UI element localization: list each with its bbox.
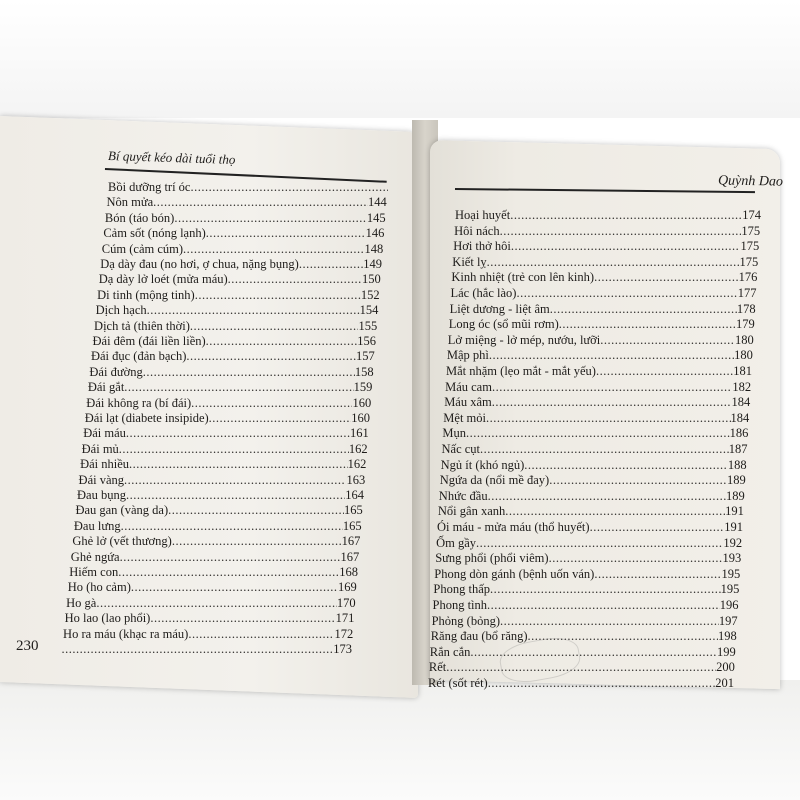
index-entry: [63, 627, 353, 641]
dot-leader: [147, 303, 360, 317]
index-entry: [433, 582, 739, 596]
index-entry-page: 150: [362, 272, 381, 287]
index-entry: [450, 302, 756, 316]
index-entry-page: 167: [341, 534, 361, 549]
index-entry-page: 191: [724, 520, 743, 534]
dot-leader: [119, 442, 349, 456]
index-entry-label: Dịch hạch: [95, 303, 147, 318]
index-entry: [429, 660, 735, 674]
dot-leader: [489, 348, 734, 362]
index-entry-label: Đái lạt (diabete insipide): [84, 411, 209, 425]
index-entry-page: 156: [357, 334, 376, 348]
index-entry: [86, 396, 371, 410]
index-entry: [105, 211, 386, 225]
index-entry-label: Kinh nhiệt (trẻ con lên kinh): [451, 270, 595, 285]
dot-leader: [96, 596, 336, 610]
index-entry-page: 193: [722, 551, 742, 566]
index-entry-label: Lở miệng - lở mép, nướu, lưỡi: [447, 332, 601, 347]
index-entry-page: 173: [333, 642, 352, 656]
index-entry-page: 182: [732, 379, 752, 394]
index-entry-label: Mập phì: [446, 348, 489, 363]
index-entry: [435, 551, 741, 565]
dot-leader: [172, 534, 342, 548]
index-entry: [454, 224, 760, 238]
index-entry-label: Hôi nách: [454, 223, 500, 238]
dot-leader: [549, 473, 727, 487]
dot-leader: [209, 411, 352, 425]
index-entry-page: 180: [735, 332, 754, 347]
index-entry: [428, 676, 734, 690]
index-entry-page: 167: [340, 549, 360, 564]
dot-leader: [143, 365, 355, 379]
dot-leader: [516, 286, 737, 300]
index-entry-label: Hơi thở hôi: [453, 239, 511, 254]
index-entry-label: Phong thấp: [433, 582, 490, 597]
dot-leader: [186, 349, 356, 363]
dot-leader: [480, 442, 729, 456]
dot-leader: [191, 396, 352, 410]
index-entry-label: Bồi dưỡng trí óc: [108, 180, 191, 194]
index-entry-page: 162: [347, 457, 367, 472]
index-entry-page: 161: [350, 426, 369, 441]
index-entry-label: Hoại huyết: [455, 208, 511, 222]
index-entry-label: Phong tình: [432, 598, 488, 612]
index-entry: [451, 286, 757, 300]
index-entry-page: 157: [356, 349, 375, 364]
index-entry-page: 169: [338, 580, 357, 595]
index-entry-page: 145: [366, 210, 386, 225]
index-entry-page: 189: [726, 473, 746, 488]
index-entry-label: Đau gan (vàng da): [75, 503, 169, 518]
index-entry: [108, 180, 388, 194]
dot-leader: [594, 567, 721, 581]
index-entry-label: Phỏng (bỏng): [431, 613, 500, 628]
index-entry-page: 154: [359, 303, 379, 318]
dot-leader: [446, 660, 716, 674]
index-entry-label: Ho ra máu (khạc ra máu): [63, 626, 189, 641]
dot-leader: [488, 489, 726, 503]
index-entry-page: 168: [339, 565, 358, 579]
index-entry: [89, 365, 373, 379]
dot-leader: [183, 242, 364, 256]
index-entry: [102, 242, 383, 256]
dot-leader: [206, 334, 358, 348]
index-entry-label: Nổi gân xanh: [437, 504, 506, 519]
index-entry: [455, 208, 761, 222]
index-entry-page: 160: [352, 395, 372, 410]
dot-leader: [299, 257, 363, 271]
index-entry: [93, 334, 377, 348]
dot-leader: [174, 211, 367, 225]
index-entry: [437, 520, 743, 534]
index-entry-page: 162: [348, 441, 368, 456]
dot-leader: [559, 317, 736, 331]
dot-leader: [510, 208, 742, 222]
index-entry: [62, 642, 353, 656]
index-entry: [82, 442, 368, 456]
index-entry: [449, 317, 755, 331]
index-entry: [446, 364, 752, 378]
background-top: [0, 0, 800, 118]
index-entry: [448, 333, 754, 347]
index-entry-page: 181: [733, 364, 752, 378]
index-entry-label: Di tinh (mộng tinh): [97, 287, 195, 302]
index-entry-page: 187: [728, 442, 748, 456]
index-entry-page: 159: [353, 380, 373, 395]
index-entry-label: Đái nhiều: [80, 457, 130, 472]
dot-leader: [188, 627, 334, 641]
dot-leader: [190, 319, 359, 333]
index-entry: [80, 457, 366, 471]
index-entry-label: Dạ dày lở loét (mửa máu): [98, 272, 228, 287]
index-entry-label: Đau bụng: [77, 488, 126, 502]
index-entry-page: 178: [736, 301, 756, 316]
index-entry-page: 177: [737, 286, 757, 300]
index-entry-label: Mệt mỏi: [443, 410, 487, 425]
index-entry-page: 184: [730, 410, 750, 425]
dot-leader: [206, 226, 366, 240]
index-entry-page: 195: [720, 582, 740, 597]
dot-leader: [126, 488, 345, 502]
index-entry-label: Phong dòn gánh (bệnh uốn ván): [434, 566, 595, 581]
index-entry-page: 195: [721, 566, 741, 581]
index-entry: [444, 395, 750, 409]
index-entry: [97, 288, 379, 302]
index-entry-label: Rét (sốt rét): [428, 676, 488, 690]
dot-leader: [487, 598, 720, 612]
index-entry-label: Mắt nhặm (lẹo mắt - mắt yếu): [446, 364, 596, 378]
index-entry-page: 155: [358, 318, 378, 333]
index-entry: [434, 567, 740, 581]
dot-leader: [168, 503, 344, 517]
dot-leader: [150, 611, 335, 625]
index-entry: [77, 488, 364, 502]
index-entry-page: 175: [739, 254, 759, 269]
index-entry-label: Đái đường: [89, 364, 143, 379]
index-entry-label: Ho gà: [66, 595, 97, 610]
index-entry-page: 179: [735, 317, 755, 332]
index-entry-page: 192: [723, 535, 743, 550]
index-entry-page: 184: [731, 395, 751, 410]
left-running-head: Bí quyết kéo dài tuổi thọ: [107, 148, 236, 167]
index-entry: [453, 239, 759, 253]
index-entry: [443, 411, 749, 425]
index-entry: [96, 303, 379, 317]
dot-leader: [490, 582, 721, 596]
index-entry-label: Rết: [428, 660, 447, 675]
index-entry: [88, 380, 373, 394]
index-entry-label: Nôn mửa: [106, 195, 154, 210]
index-entry-label: Đái đêm (đái liền liền): [92, 334, 206, 348]
index-entry-label: Ghẻ lở (vết thương): [72, 534, 172, 549]
dot-leader: [500, 614, 719, 628]
index-entry: [72, 534, 360, 548]
index-entry-page: 152: [360, 287, 380, 302]
index-entry-page: 188: [727, 457, 747, 472]
dot-leader: [124, 380, 353, 394]
index-entry-page: 174: [742, 208, 761, 222]
index-entry: [106, 195, 386, 209]
index-entry-label: Nấc cụt: [441, 442, 481, 456]
dot-leader: [131, 580, 338, 594]
index-entry-label: Lác (hắc lào): [450, 286, 517, 300]
dot-leader: [549, 551, 723, 565]
index-entry: [94, 319, 377, 333]
index-entry: [433, 598, 739, 612]
index-entry: [75, 503, 362, 517]
index-entry-label: Liệt dương - liệt âm: [449, 301, 550, 316]
right-running-head: Quỳnh Dao: [717, 173, 784, 190]
index-entry-page: 171: [335, 611, 355, 626]
dot-leader: [124, 473, 346, 487]
index-entry-page: 199: [717, 644, 736, 659]
dot-leader: [594, 270, 739, 284]
index-entry: [66, 596, 355, 610]
index-entry: [439, 489, 745, 503]
index-entry-label: Răng đau (bổ răng): [430, 629, 528, 644]
index-entry-label: Đái mủ: [81, 441, 119, 456]
index-entry-page: 158: [354, 364, 374, 379]
index-entry-page: 201: [715, 676, 734, 690]
index-entry-label: Dịch tả (thiên thời): [94, 318, 190, 333]
index-entry-page: 148: [364, 241, 384, 256]
index-entry: [432, 614, 738, 628]
index-entry: [100, 257, 382, 271]
index-entry-label: Máu xâm: [444, 395, 492, 410]
index-entry-label: Đái vàng: [78, 472, 125, 487]
page-number: 230: [16, 638, 39, 654]
dot-leader: [590, 520, 725, 534]
index-entry: [438, 504, 744, 518]
dot-leader: [121, 519, 343, 533]
index-entry: [79, 473, 366, 487]
index-entry-page: 144: [368, 195, 387, 210]
index-entry-label: Bón (táo bón): [104, 210, 175, 225]
index-entry-page: 163: [346, 472, 366, 487]
index-entry: [103, 226, 384, 240]
dot-leader: [500, 224, 742, 238]
dot-leader: [153, 195, 368, 209]
background-bottom: [0, 680, 800, 800]
index-entry-page: 149: [363, 257, 382, 271]
dot-leader: [62, 642, 334, 656]
dot-leader: [524, 458, 728, 472]
index-entry-label: Ghẻ ngứa: [70, 549, 120, 564]
dot-leader: [118, 565, 339, 579]
dot-leader: [550, 302, 737, 316]
index-entry-label: Mụn: [442, 426, 467, 441]
dot-leader: [486, 411, 731, 425]
index-entry-label: Hiếm con: [69, 565, 119, 579]
index-entry: [442, 426, 748, 440]
index-entry: [451, 270, 757, 284]
index-entry-label: Cảm sốt (nóng lạnh): [103, 226, 206, 241]
index-entry: [91, 349, 375, 363]
index-entry: [68, 580, 357, 594]
index-entry-page: 146: [365, 226, 385, 241]
dot-leader: [190, 180, 388, 194]
dot-leader: [511, 239, 741, 253]
index-entry-page: 186: [729, 426, 749, 441]
index-entry-page: 200: [716, 660, 735, 675]
index-entry-page: 164: [345, 488, 364, 502]
index-entry-page: 180: [734, 348, 753, 363]
index-entry-label: Ói máu - mửa máu (thổ huyết): [437, 520, 590, 534]
dot-leader: [492, 395, 732, 409]
index-entry: [65, 611, 355, 625]
index-entry: [440, 473, 746, 487]
index-entry: [445, 380, 751, 394]
index-entry-page: 175: [741, 223, 761, 238]
index-entry-label: Sưng phổi (phổi viêm): [435, 551, 549, 566]
dot-leader: [126, 426, 350, 440]
index-entry-page: 160: [351, 411, 370, 425]
index-entry: [430, 645, 736, 659]
index-entry: [71, 550, 359, 564]
index-entry-page: 165: [342, 518, 362, 533]
dot-leader: [195, 288, 361, 302]
index-entry: [85, 411, 370, 425]
index-entry-label: Đái đục (đản bạch): [90, 349, 187, 364]
index-entry-label: Ngứa da (nổi mề đay): [439, 473, 550, 488]
index-entry: [441, 458, 747, 472]
index-entry: [74, 519, 362, 533]
index-entry-page: 172: [334, 626, 354, 641]
index-entry-page: 196: [719, 598, 739, 612]
dot-leader: [600, 333, 735, 347]
index-entry-label: Ho (ho cảm): [67, 580, 131, 595]
index-entry: [69, 565, 358, 579]
dot-leader: [492, 380, 732, 394]
index-entry-label: Dạ dày đau (no hơi, ợ chua, nặng bụng): [100, 257, 299, 271]
index-entry-page: 175: [740, 239, 760, 254]
index-entry-label: Ho lao (lao phổi): [64, 611, 151, 626]
index-entry-page: 176: [738, 270, 758, 285]
index-entry: [99, 272, 381, 286]
dot-leader: [129, 457, 348, 471]
index-entry-label: Đái máu: [83, 426, 126, 441]
index-entry-label: Cúm (cảm cúm): [101, 241, 184, 256]
index-entry: [436, 536, 742, 550]
index-entry-page: 197: [718, 613, 738, 628]
index-entry-label: Kiết lỵ: [452, 254, 487, 269]
index-entry-label: Long óc (sổ mũi rơm): [448, 317, 559, 332]
index-entry-label: Đái không ra (bí đái): [86, 395, 192, 410]
index-entry: [452, 255, 758, 269]
index-entry-page: 165: [344, 503, 363, 518]
index-entry-label: Ngủ ít (khó ngủ): [440, 457, 525, 472]
index-entry-label: Đau lưng: [73, 518, 121, 533]
index-entry: [442, 442, 748, 456]
dot-leader: [120, 550, 341, 564]
index-entry: [447, 348, 753, 362]
index-entry-label: Ốm gầy: [436, 535, 477, 550]
index-entry-page: 191: [725, 504, 744, 519]
dot-leader: [505, 504, 725, 518]
index-entry-label: Máu cam: [445, 379, 492, 394]
index-entry-label: Nhức đầu: [438, 488, 488, 503]
index-entry-page: 198: [717, 629, 737, 644]
dot-leader: [466, 426, 730, 440]
index-entry-label: Đái gắt: [87, 380, 125, 395]
dot-leader: [487, 255, 740, 269]
index-entry: [431, 629, 737, 643]
dot-leader: [596, 364, 733, 378]
index-entry: [83, 426, 369, 440]
index-entry-page: 170: [336, 595, 356, 610]
dot-leader: [228, 272, 362, 286]
index-entry-page: 189: [726, 488, 745, 503]
index-entry-label: Rắn cắn: [429, 644, 471, 659]
dot-leader: [476, 536, 723, 550]
